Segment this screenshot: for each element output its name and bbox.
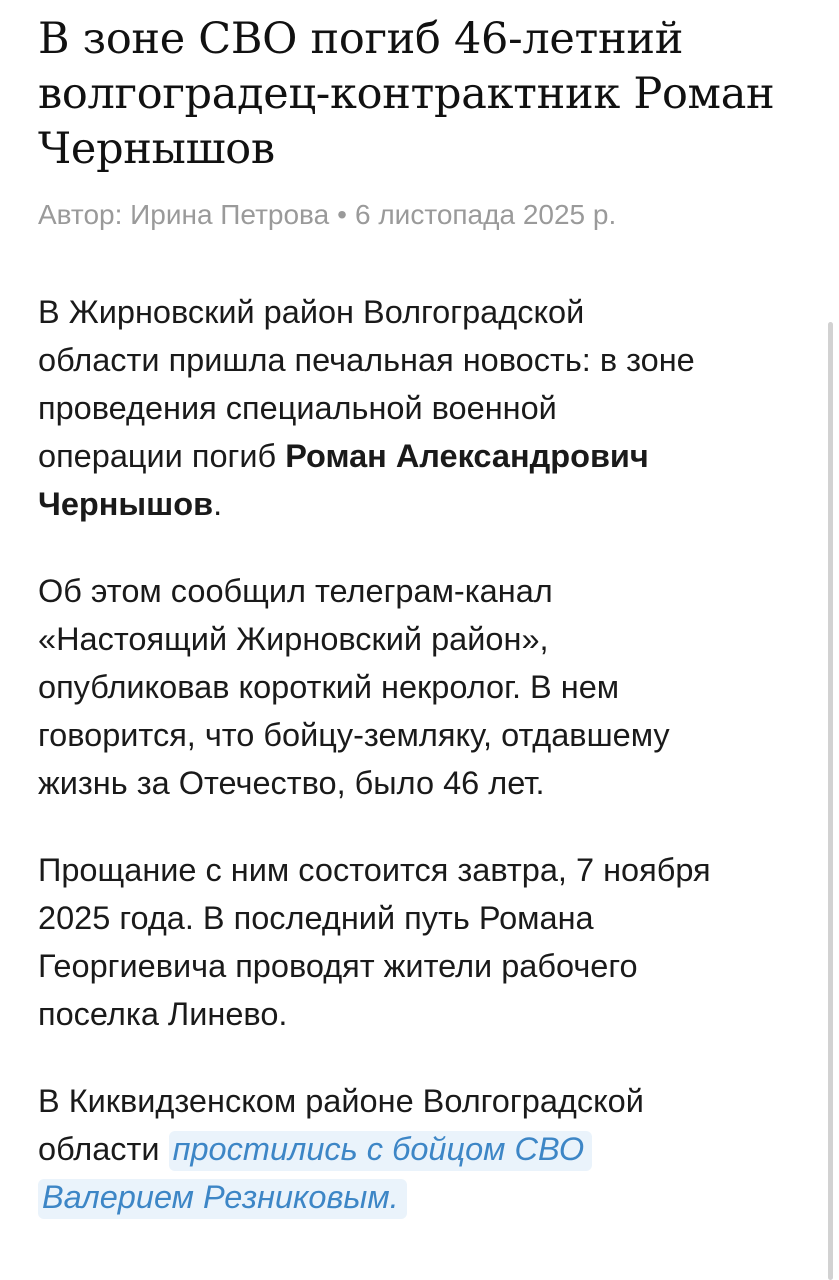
paragraph-text: . <box>213 486 223 522</box>
paragraph-line: Об этом сообщил телеграм-канал <box>38 573 553 609</box>
byline-separator: • <box>337 199 347 230</box>
paragraph-line <box>38 1173 810 1221</box>
person-surname-bold: Чернышов <box>38 486 214 522</box>
paragraph-line: «Настоящий Жирновский район», <box>38 621 549 657</box>
paragraph-text: области <box>38 1131 169 1167</box>
paragraph-line: поселка Линево. <box>38 996 288 1032</box>
related-article-link[interactable]: простились с бойцом СВО <box>169 1131 593 1171</box>
article-title: В зоне СВО погиб 46-летний волгоградец-контрактник Роман Чернышов <box>38 14 775 174</box>
person-name-bold: Роман Александрович <box>285 438 649 474</box>
article-byline <box>38 197 616 233</box>
paragraph-line: В Жирновский район Волгоградской <box>38 294 585 330</box>
paragraph-line: проведения специальной военной <box>38 390 557 426</box>
article-body <box>38 288 810 1260</box>
paragraph-4 <box>38 1077 810 1221</box>
paragraph-line <box>38 1125 810 1173</box>
paragraph-line: жизнь за Отечество, было 46 лет. <box>38 765 545 801</box>
publish-date: 6 листопада 2025 р. <box>354 199 617 230</box>
paragraph-1 <box>38 288 810 528</box>
paragraph-line: говорится, что бойцу-земляку, отдавшему <box>38 717 670 753</box>
paragraph-2 <box>38 567 810 807</box>
paragraph-line: Георгиевича проводят жители рабочего <box>38 948 638 984</box>
scrollbar-thumb[interactable] <box>828 322 833 1280</box>
related-article-link-continued[interactable]: Валерием Резниковым. <box>38 1179 407 1219</box>
paragraph-line: В Киквидзенском районе Волгоградской <box>38 1083 644 1119</box>
paragraph-line <box>38 432 810 480</box>
author-name: Автор: Ирина Петрова <box>38 199 330 230</box>
paragraph-line <box>38 480 810 528</box>
paragraph-line: опубликовав короткий некролог. В нем <box>38 669 620 705</box>
paragraph-line: области пришла печальная новость: в зоне <box>38 342 695 378</box>
paragraph-line: Прощание с ним состоится завтра, 7 ноября <box>38 852 711 888</box>
paragraph-3 <box>38 846 810 1038</box>
paragraph-line: 2025 года. В последний путь Романа <box>38 900 594 936</box>
paragraph-text: операции погиб <box>38 438 286 474</box>
